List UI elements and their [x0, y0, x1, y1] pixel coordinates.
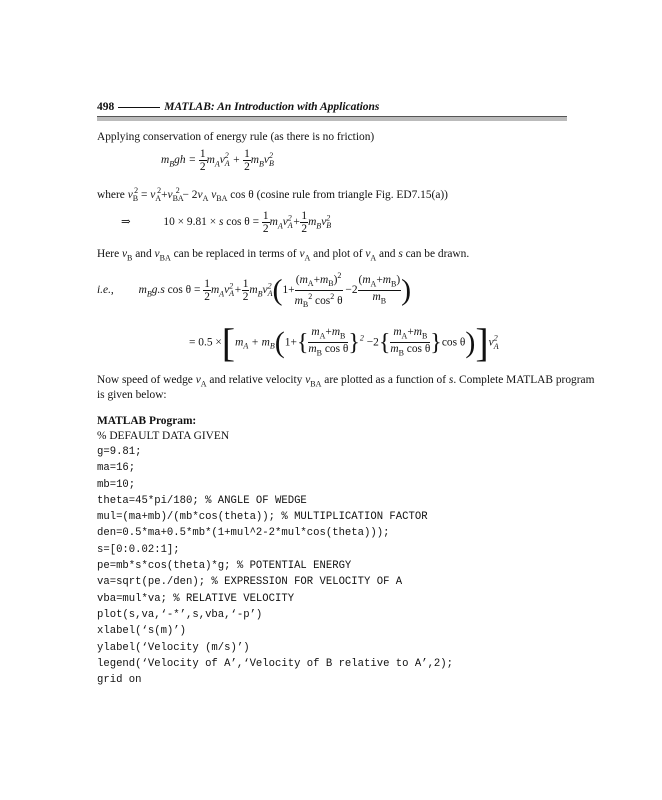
fraction-mass-ratio: $\frac{(m_A+m_B)}{m_B}$	[358, 273, 401, 306]
equation-numeric: ⇒ 10 × 9.81 × s cos θ = $\frac{1}{2}$ $m_Av^2_A+$ $\frac{1}{2}$ $m_Bv^2_B$	[121, 210, 332, 235]
book-title: MATLAB: An Introduction with Applications	[164, 101, 380, 113]
fraction-half: $\frac{1}{2}$	[204, 278, 210, 304]
running-header	[97, 101, 379, 113]
fraction-half: $\frac{1}{2}$	[262, 210, 269, 235]
paragraph-plot-desc: Now speed of wedge $v_A$ and relative velocity $v_{BA}$ are plotted as a function of s. Complete MATLAB program	[97, 374, 595, 389]
paragraph-energy-intro: Applying conservation of energy rule (as there is no friction)	[97, 131, 375, 143]
implies-arrow: ⇒	[121, 216, 131, 229]
code-line: xlabel(‘s(m)’)	[97, 625, 187, 638]
program-heading: MATLAB Program:	[97, 415, 197, 427]
paragraph-cosine-rule: where $v_B^2 = v_A^2+v_{BA}^2 - 2v_A$ $v_{BA}$ cos θ (cosine rule from triangle Fig. ED7.15(a))	[97, 186, 448, 204]
equation-energy: $m_Bgh$ = $\frac{1}{2}$ $m_Av^2_A$ + $\frac{1}{2}$ $m_Bv^2_B$	[161, 148, 274, 173]
eq-term: $m_Bgh$ =	[161, 154, 199, 169]
paren-close: )	[401, 273, 412, 307]
fraction-mass-cos: $\frac{m_A+m_B}{m_B \cos \theta}$	[308, 326, 349, 358]
header-dash	[118, 107, 160, 108]
code-line: va=sqrt(pe./den); % EXPRESSION FOR VELOCITY OF A	[97, 576, 403, 589]
code-line: vba=mul*va; % RELATIVE VELOCITY	[97, 592, 295, 605]
code-line: grid on	[97, 674, 142, 687]
ie-label: i.e.,	[97, 284, 114, 297]
paragraph-plot-desc-2: is given below:	[97, 389, 167, 401]
equation-ie: i.e., $m_Bg.s$ cos θ = $\frac{1}{2}$ $m_Av^2_A+$ $\frac{1}{2}$ $m_Bv^2_A(1+$ $\frac{(m_A+m_B)^2}{m_B^2 \cos^2 \theta}$ −2 $\frac{(m_A+m_B)}{m_B}$ )	[97, 271, 412, 310]
where-word: where	[97, 188, 125, 201]
code-line: ma=16;	[97, 462, 136, 475]
page-number: 498	[97, 101, 115, 113]
header-rule	[97, 116, 567, 121]
code-line: theta=45*pi/180; % ANGLE OF WEDGE	[97, 494, 307, 507]
code-line: mul=(ma+mb)/(mb*cos(theta)); % MULTIPLICATION FACTOR	[97, 511, 428, 524]
cosine-equation: v	[127, 188, 133, 201]
code-block	[97, 444, 453, 688]
code-line: plot(s,va,‘-*’,s,vba,‘-p’)	[97, 608, 263, 621]
code-line: mb=10;	[97, 478, 136, 491]
fraction-mass-cos: $\frac{m_A+m_B}{m_B \cos \theta}$	[390, 326, 431, 358]
cosine-rule-note: (cosine rule from triangle Fig. ED7.15(a))	[256, 188, 448, 201]
program-comment: % DEFAULT DATA GIVEN	[97, 430, 230, 442]
code-line: s=[0:0.02:1];	[97, 543, 180, 556]
equation-final: = $0.5 \times[m_A + m_B(1+${ $\frac{m_A+m_B}{m_B \cos \theta}$ }$^2$ −2{ $\frac{m_A+m_B}{m_B \cos \theta}$ }cos $\theta)]v^2_A$	[189, 319, 499, 365]
bracket-open: [	[221, 319, 236, 365]
code-line: g=9.81;	[97, 446, 142, 458]
paren-open: (	[272, 273, 283, 307]
fraction-half: $\frac{1}{2}$	[244, 148, 250, 173]
code-line: legend(‘Velocity of A’,‘Velocity of B relative to A’,2);	[97, 657, 454, 670]
fraction-mass-ratio-sq: $\frac{(m_A+m_B)^2}{m_B^2 \cos^2 \theta}$	[294, 271, 343, 310]
code-line: pe=mb*s*cos(theta)*g; % POTENTIAL ENERGY	[97, 560, 352, 573]
fraction-half: $\frac{1}{2}$	[199, 148, 206, 173]
fraction-half: $\frac{1}{2}$	[242, 278, 249, 304]
paragraph-replace: Here $v_B$ and $v_{BA}$ can be replaced in terms of $v_A$ and plot of $v_A$ and s can be drawn.	[97, 248, 470, 263]
fraction-half: $\frac{1}{2}$	[301, 210, 308, 235]
code-line: ylabel(‘Velocity (m/s)’)	[97, 641, 250, 654]
code-line: den=0.5*ma+0.5*mb*(1+mul^2-2*mul*cos(theta)));	[97, 527, 390, 540]
bracket-close: ]	[475, 319, 489, 365]
